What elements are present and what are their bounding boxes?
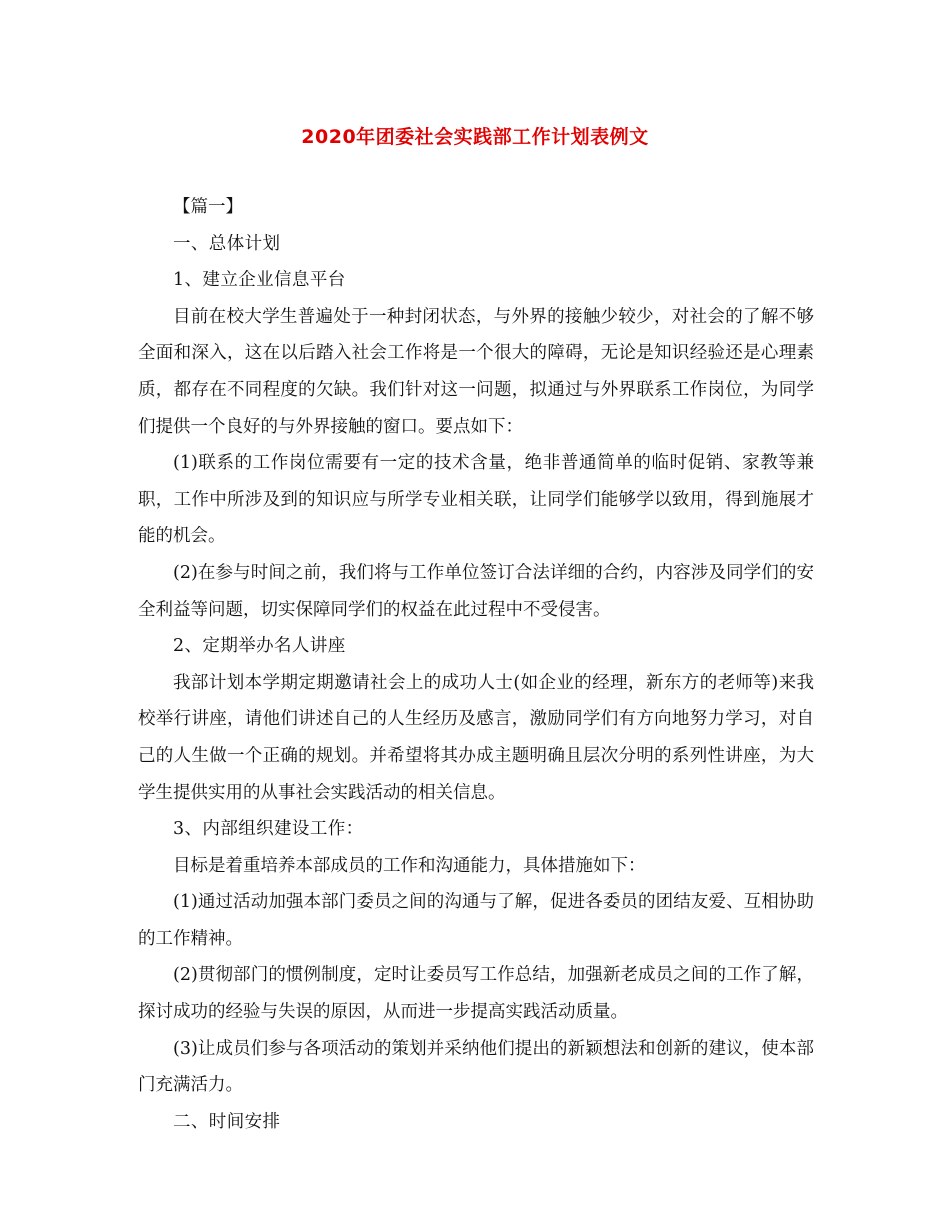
- document-body: [138, 189, 814, 1140]
- heading-overall-plan: 一、总体计划: [173, 233, 281, 254]
- subheading-lectures: 2、定期举办名人讲座: [173, 636, 346, 657]
- subheading-internal-organization: 3、内部组织建设工作：: [173, 819, 364, 840]
- paragraph: 目标是着重培养本部成员的工作和沟通能力，具体措施如下：: [173, 855, 646, 876]
- paragraph: 我部计划本学期定期邀请社会上的成功人士(如企业的经理，新东方的老师等)来我校举行讲座，请他们讲述自己的人生经历及感言，激励同学们有方向地努力学习，对自己的人生做一个正确的规划。并希望将其办成主题明确且层次分明的系列性讲座，为大学生提供实用的从事社会实践活动的相关信息。: [138, 672, 814, 803]
- heading-time-schedule: 二、时间安排: [173, 1111, 281, 1132]
- subheading-enterprise-platform: 1、建立企业信息平台: [173, 270, 346, 291]
- paragraph: (2)贯彻部门的惯例制度，定时让委员写工作总结，加强新老成员之间的工作了解，探讨成功的经验与失误的原因，从而进一步提高实践活动质量。: [138, 965, 814, 1023]
- paragraph: (1)通过活动加强本部门委员之间的沟通与了解，促进各委员的团结友爱、互相协助的工作精神。: [138, 892, 814, 949]
- paragraph: (3)让成员们参与各项活动的策划并采纳他们提出的新颖想法和创新的建议，使本部门充满活力。: [138, 1038, 814, 1096]
- paragraph: 目前在校大学生普遍处于一种封闭状态，与外界的接触少较少，对社会的了解不够全面和深入，这在以后踏入社会工作将是一个很大的障碍，无论是知识经验还是心理素质，都存在不同程度的欠缺。我们针对这一问题，拟通过与外界联系工作岗位，为同学们提供一个良好的与外界接触的窗口。要点如下：: [138, 306, 814, 437]
- paragraph: (2)在参与时间之前，我们将与工作单位签订合法详细的合约，内容涉及同学们的安全利益等问题，切实保障同学们的权益在此过程中不受侵害。: [138, 562, 814, 620]
- paragraph: (1)联系的工作岗位需要有一定的技术含量，绝非普通简单的临时促销、家教等兼职，工作中所涉及到的知识应与所学专业相关联，让同学们能够学以致用，得到施展才能的机会。: [138, 453, 814, 547]
- document-title: 2020年团委社会实践部工作计划表例文: [301, 126, 649, 148]
- section-marker: 【篇一】: [173, 197, 243, 217]
